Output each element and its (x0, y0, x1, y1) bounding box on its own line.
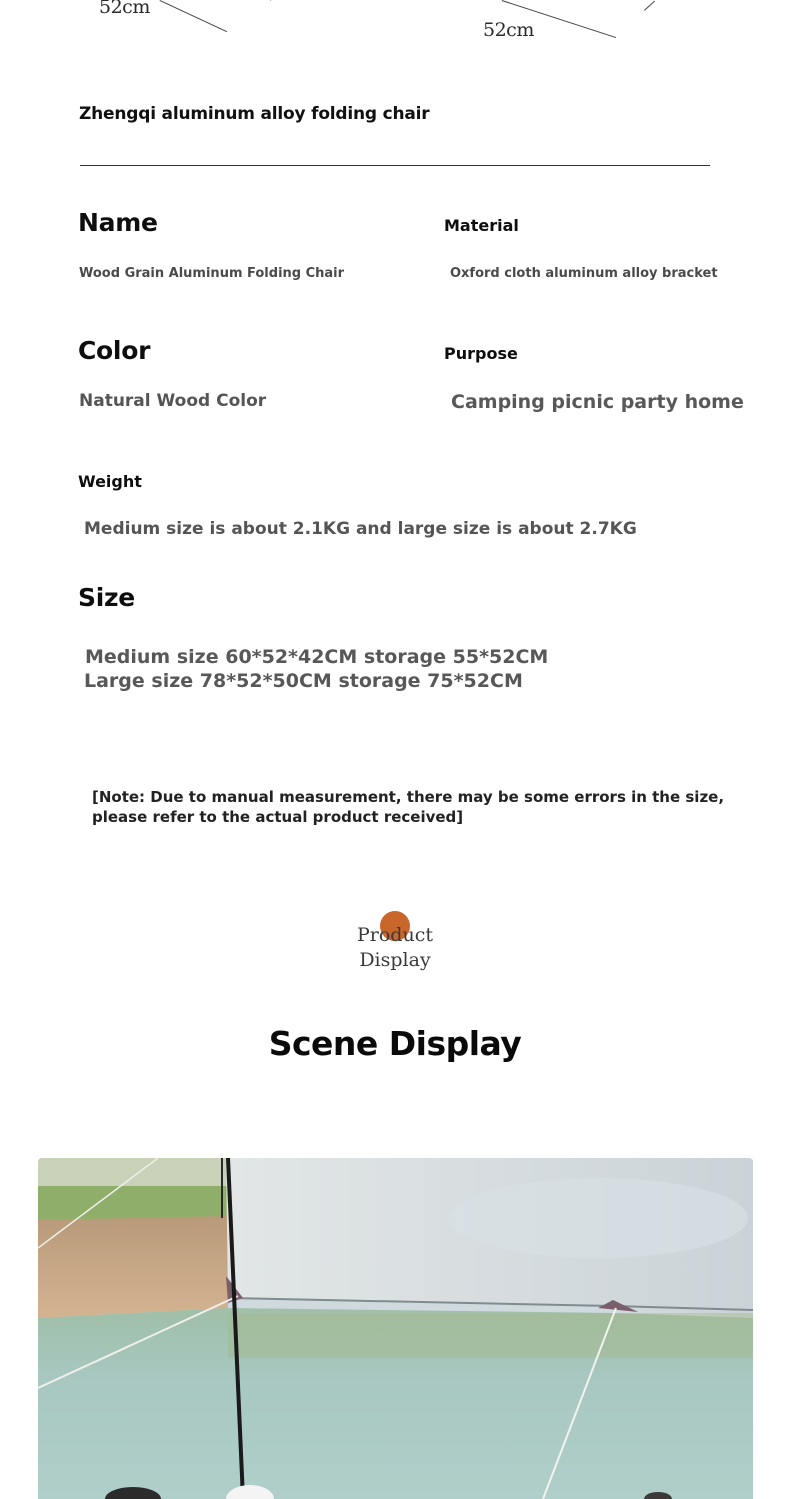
spec-color-value: Natural Wood Color (79, 391, 267, 411)
spec-material-value: Oxford cloth aluminum alloy bracket (450, 266, 718, 281)
spec-size-label: Size (78, 583, 135, 612)
photo-tarp-shade (448, 1178, 748, 1258)
spec-name-label: Name (78, 208, 158, 237)
scene-photo (38, 1158, 753, 1499)
scene-display-heading: Scene Display (268, 1024, 522, 1063)
photo-water-reflection (228, 1313, 753, 1358)
spec-material-label: Material (444, 216, 519, 235)
spec-size-value-large: Large size 78*52*50CM storage 75*52CM (84, 670, 523, 692)
product-display-line-2: Display (359, 949, 431, 971)
dimension-label-right: 52cm (483, 19, 534, 41)
divider (80, 165, 710, 166)
dimension-line-left (160, 0, 227, 32)
spec-size-value-medium: Medium size 60*52*42CM storage 55*52CM (85, 646, 549, 668)
dimension-label-left: 52cm (99, 0, 150, 18)
dimension-line-right-tick (644, 1, 655, 11)
spec-name-value: Wood Grain Aluminum Folding Chair (79, 266, 345, 281)
spec-purpose-value: Camping picnic party home (451, 391, 744, 413)
spec-weight-label: Weight (78, 472, 142, 491)
product-display-heading (330, 923, 460, 973)
product-display-line-1: Product (357, 924, 433, 946)
product-title: Zhengqi aluminum alloy folding chair (79, 104, 430, 124)
scene-photo-illustration (38, 1158, 753, 1499)
measurement-note: [Note: Due to manual measurement, there may be some errors in the size, please refer to the actual product received] (92, 788, 725, 826)
dimension-line-left-tick (270, 0, 275, 1)
spec-purpose-label: Purpose (444, 344, 518, 363)
photo-sand (38, 1216, 228, 1318)
spec-weight-value: Medium size is about 2.1KG and large size is about 2.7KG (84, 519, 637, 539)
spec-color-label: Color (78, 336, 151, 365)
